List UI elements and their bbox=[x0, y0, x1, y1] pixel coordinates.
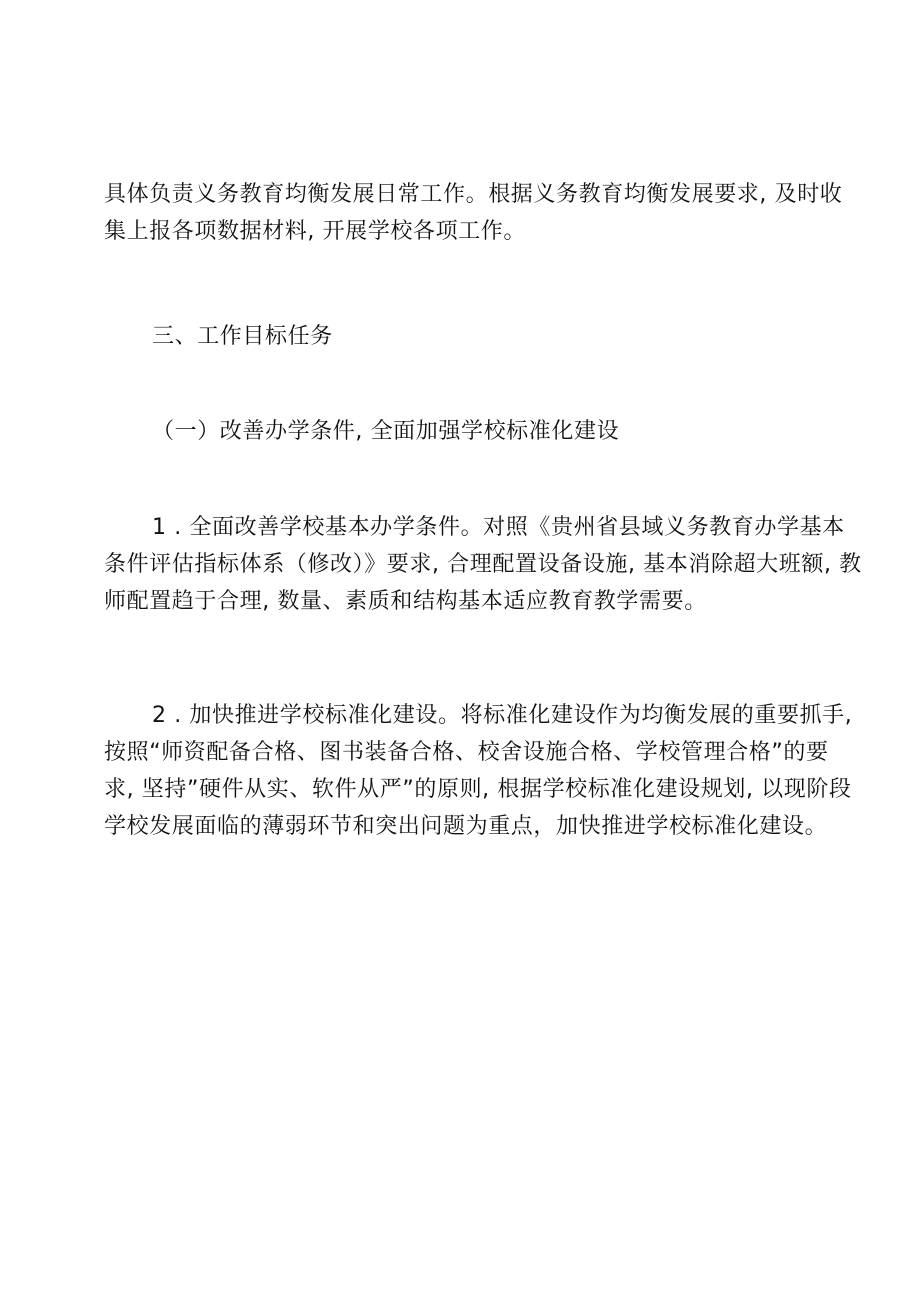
paragraph-line: 学校发展面临的薄弱环节和突出问题为重点，加快推进学校标准化建设。 bbox=[104, 814, 828, 839]
paragraph-item-1 bbox=[104, 509, 862, 620]
paragraph-line: 按照“师资配备合格、图书装备合格、校舍设施合格、学校管理合格”的要 bbox=[104, 740, 829, 765]
paragraph-daily-work bbox=[104, 176, 843, 250]
paragraph-item-2 bbox=[104, 697, 853, 845]
paragraph-line: 1 . 全面改善学校基本办学条件。对照《贵州省县域义务教育办学基本 bbox=[152, 515, 845, 540]
paragraph-line: 2 . 加快推进学校标准化建设。将标准化建设作为均衡发展的重要抓手, bbox=[152, 703, 853, 728]
paragraph-line: 师配置趋于合理, 数量、素质和结构基本适应教育教学需要。 bbox=[104, 589, 707, 614]
section-heading-text: 三、工作目标任务 bbox=[152, 324, 333, 349]
section-heading-work-goals bbox=[152, 318, 872, 355]
paragraph-line: 求, 坚持”硬件从实、软件从严”的原则, 根据学校标准化建设规划, 以现阶段 bbox=[104, 777, 852, 802]
paragraph-line: 条件评估指标体系（修改）》要求, 合理配置设备设施, 基本消除超大班额, 教 bbox=[104, 552, 862, 577]
paragraph-line: 具体负责义务教育均衡发展日常工作。根据义务教育均衡发展要求, 及时收 bbox=[104, 182, 843, 207]
paragraph-line: 集上报各项数据材料, 开展学校各项工作。 bbox=[104, 219, 526, 244]
subsection-heading-improve-conditions bbox=[152, 413, 872, 450]
subsection-heading-text: （一）改善办学条件, 全面加强学校标准化建设 bbox=[152, 419, 620, 444]
